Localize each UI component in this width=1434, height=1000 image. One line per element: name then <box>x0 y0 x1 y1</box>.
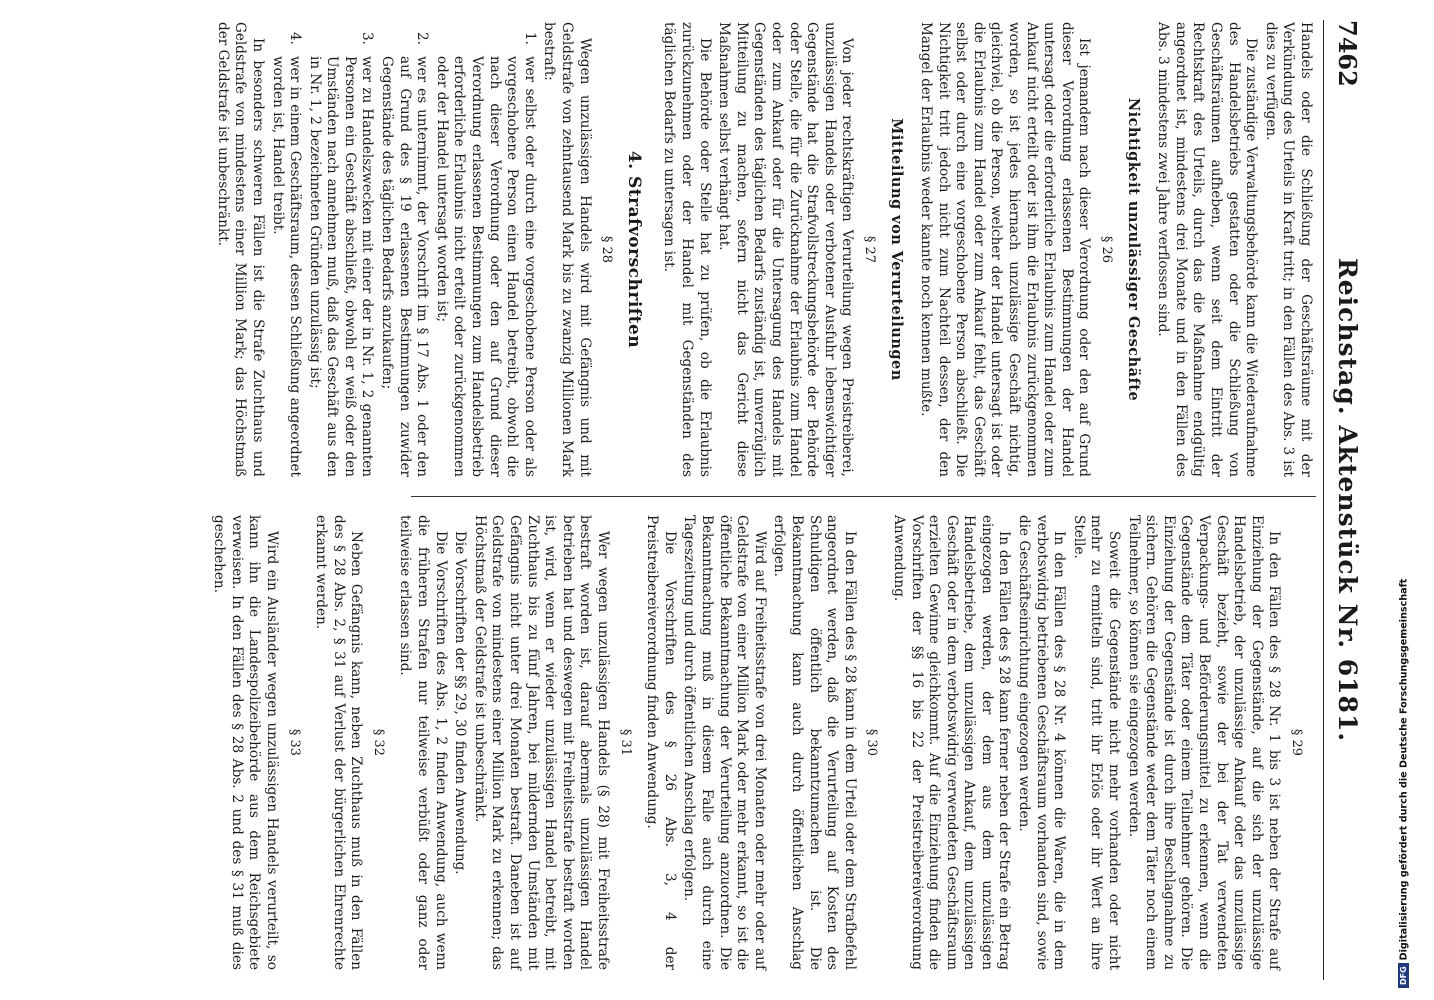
paragraph: In den Fällen des § 28 Nr. 1 bis 3 ist neben der Strafe auf Einziehung der Gegenstände, auf die sich der unzulässige Handelsbetrieb, der unzulässige Ankauf oder das unzulässige Geschäft bezieht, sowie der bei der Tat verwendeten Verpackungs- und Beförderungsmittel zu erkennen, wenn die Gegenstände dem Täter oder einem Teilnehmer gehören. Die Einziehung der Gegenstände ist durch ihre Beschlagnahme zu sichern. Gehören die Gegenstände weder dem Täter noch einem Teilnehmer, so können sie eingezogen werden. <box>1125 515 1283 970</box>
chapter-heading: 4. Strafvorschriften <box>623 150 644 349</box>
funding-note <box>1398 579 1410 988</box>
section-number: § 33 <box>286 728 302 757</box>
item-text: wer in einem Geschäftsraum, dessen Schließung angeordnet worden ist, Handel treibt. <box>269 56 304 477</box>
section-number: § 27 <box>861 235 877 264</box>
section-number: § 30 <box>864 728 880 757</box>
column-rule <box>411 496 1316 497</box>
section-number: § 32 <box>370 728 386 757</box>
paragraph: Neben Gefängnis kann, neben Zuchthaus muß in den Fällen des § 28 Abs. 2, § 31 auf Verlust der bürgerlichen Ehrenrechte erkannt werden. <box>313 515 365 970</box>
list-item <box>432 22 538 477</box>
section-number: § 31 <box>617 728 633 757</box>
section-heading: Nichtigkeit unzulässiger Geschäfte <box>1124 97 1142 402</box>
paragraph: Die Vorschriften der §§ 29, 30 finden Anwendung. <box>452 531 469 875</box>
section-number: § 29 <box>1289 728 1304 757</box>
page-header <box>1328 20 1362 980</box>
section-heading: Mitteilung von Verurteilungen <box>887 118 905 381</box>
paragraph: Die zuständige Verwaltungsbehörde kann die Wiederaufnahme des Handelsbetriebs gestatten oder die Schließung von Geschäftsräumen aufheben, wenn seit dem Eintritt der Rechtskraft des Urteils, durch das die Maßnahme endgültig angeordnet ist, mindestens drei Monate und in den Fällen des Abs. 3 mindestens zwei Jahre verflossen sind. <box>1155 22 1260 477</box>
item-text: wer es unternimmt, der Vorschrift im § 17 Abs. 1 oder den auf Grund des § 19 erlassenen Bestimmungen zuwider Gegenstände des täglichen Bedarfs anzukaufen; <box>379 56 431 477</box>
paragraph: In den Fällen des § 28 kann ferner neben der Strafe ein Betrag eingezogen werden, der dem aus dem unzulässigen Handelsbetriebe, dem unzulässigen Ankauf, dem unzulässigen Geschäft oder in dem verbotswidrig verwendeten Geschäftsraum erzielten Gewinne gleichkommt. Auf die Einziehung finden die Vorschriften der §§ 16 bis 22 der Preistreibereiverordnung Anwendung. <box>890 515 1013 970</box>
dfg-logo-icon: DFG <box>1398 963 1409 988</box>
left-column <box>211 22 1314 477</box>
item-number: 2. <box>414 32 431 45</box>
paragraph: Die Vorschriften des § 26 Abs. 3, 4 der Preistreibereiverordnung finden Anwendung. <box>644 515 678 970</box>
item-number: 1. <box>521 32 538 45</box>
paragraph: Handels oder die Schließung der Geschäftsräume mit der Verkündung des Urteils in Kraft tritt; in den Fällen des Abs. 3 ist dies zu verfügen. <box>1262 22 1314 477</box>
paragraph: Wird ein Ausländer wegen unzulässigen Handels verurteilt, so kann ihn die Landespolizeibehörde aus dem Reichsgebiete verweisen. In den Fällen des § 28 Abs. 2 und des § 31 muß dies geschehen. <box>211 515 280 970</box>
item-text: wer selbst oder durch eine vorgeschobene Person oder als vorgeschobene Person einen Handel betreibt, obwohl die nach dieser Verordnung oder den auf Grund dieser Verordnung erlassenen Bestimmungen zum Handelsbetrieb erforderliche Erlaubnis nicht erteilt oder zurückgenommen oder der Handel untersagt worden ist; <box>433 56 538 477</box>
paragraph: Von jeder rechtskräftigen Verurteilung wegen Preistreiberei, unzulässigen Handels oder verbotener Ausfuhr lebenswichtiger Gegenstände hat die Strafvollstreckungsbehörde der Behörde oder Stelle, die für die Zurücknahme der Erlaubnis zum Handel oder zum Ankauf oder für die Untersagung des Handels mit Gegenständen des täglichen Bedarfs zuständig ist, unverzüglich Mitteilung zu machen, sofern nicht das Gericht diese Maßnahmen selbst verhängt hat. <box>716 22 856 477</box>
right-column <box>208 515 1314 970</box>
item-text: wer zu Handelszwecken mit einer der in Nr. 1, 2 genannten Personen ein Geschäft abschließt, obwohl er weiß oder den Umständen nach annehmen muß, daß das Geschäft aus den in Nr. 1, 2 bezeichneten Gründen unzulässig ist; <box>306 56 376 477</box>
numbered-list <box>268 22 538 477</box>
paragraph: Die Behörde oder Stelle hat zu prüfen, ob die Erlaubnis zurückzunehmen oder der Handel mit Gegenständen des täglichen Bedarfs zu untersagen ist. <box>661 22 713 477</box>
paragraph: Wird auf Freiheitsstrafe von drei Monaten oder mehr oder auf Geldstrafe von einer Million Mark oder mehr erkannt, so ist die öffentliche Bekanntmachung der Verurteilung anzuordnen. Die Bekanntmachung muß in diesem Falle auch durch eine Tageszeitung und durch öffentlichen Anschlag erfolgen. <box>681 515 768 970</box>
paragraph: Die Vorschriften des Abs. 1, 2 finden Anwendung, auch wenn die früheren Strafen nur teilweise verbüßt oder ganz oder teilweise erlassen sind. <box>397 515 449 970</box>
page-number: 7462 <box>1333 20 1362 87</box>
paragraph: Wer wegen unzulässigen Handels (§ 28) mit Freiheitsstrafe bestraft worden ist, darauf abermals unzulässigen Handel betrieben hat und deswegen mit Freiheitsstrafe bestraft worden ist, wird, wenn er wieder unzulässigen Handel betreibt, mit Zuchthaus bis zu fünf Jahren, bei mildernden Umständen mit Gefängnis nicht unter drei Monaten bestraft. Daneben ist auf Geldstrafe von mindestens einer Million Mark zu erkennen; das Höchstmaß der Geldstrafe ist unbeschränkt. <box>471 515 612 970</box>
list-item <box>378 22 431 477</box>
section-number: § 28 <box>599 235 615 264</box>
funding-note-text: Digitalisierung gefördert durch die Deutsche Forschungsgemeinschaft <box>1398 578 1410 961</box>
paragraph: In besonders schweren Fällen ist die Strafe Zuchthaus und Geldstrafe von mindestens einer Million Mark; das Höchstmaß der Geldstrafe ist unbeschränkt. <box>214 22 266 477</box>
paragraph: Ist jemandem nach dieser Verordnung oder den auf Grund dieser Verordnung erlassenen Bestimmungen der Handel untersagt oder die erforderliche Erlaubnis zum Handel oder zum Ankauf nicht erteilt oder ist ihm die Erlaubnis zurückgenommen worden, so ist jedes hiernach unzulässige Geschäft nichtig, gleichviel, ob die Person, welcher der Handel untersagt ist oder die Erlaubnis zum Handel oder zum Ankauf fehlt, das Geschäft selbst oder durch eine vorgeschobene Person abschließt. Die Nichtigkeit tritt jedoch nicht zum Nachteil dessen, der den Mangel der Erlaubnis weder kannte noch kennen mußte. <box>918 22 1093 477</box>
paragraph: Soweit die Gegenstände nicht mehr vorhanden oder nicht mehr zu ermitteln sind, tritt ihr Erlös oder ihr Wert an ihre Stelle. <box>1070 515 1123 970</box>
section-number: § 26 <box>1099 235 1115 264</box>
running-head: Reichstag. Aktenstück Nr. 6181. <box>1333 257 1362 743</box>
header-rule <box>1323 20 1324 980</box>
paragraph: In den Fällen des § 28 kann in dem Urteil oder dem Strafbefehl angeordnet werden, daß die Verurteilung auf Kosten des Schuldigen öffentlich bekanntzumachen ist. Die Bekanntmachung kann auch durch öffentlichen Anschlag erfolgen. <box>771 515 858 970</box>
item-number: 4. <box>287 32 304 45</box>
list-item <box>305 22 375 477</box>
list-item <box>268 22 303 477</box>
item-number: 3. <box>359 32 376 45</box>
paragraph: In den Fällen des § 28 Nr. 4 können die Waren, die in dem verbotswidrig betriebenen Geschäftsraum vorhanden sind, sowie die Geschäftseinrichtung eingezogen werden. <box>1016 515 1068 970</box>
paragraph: Wegen unzulässigen Handels wird mit Gefängnis und mit Geldstrafe von zehntausend Mark bis zu zwanzig Millionen Mark bestraft: <box>541 22 593 477</box>
